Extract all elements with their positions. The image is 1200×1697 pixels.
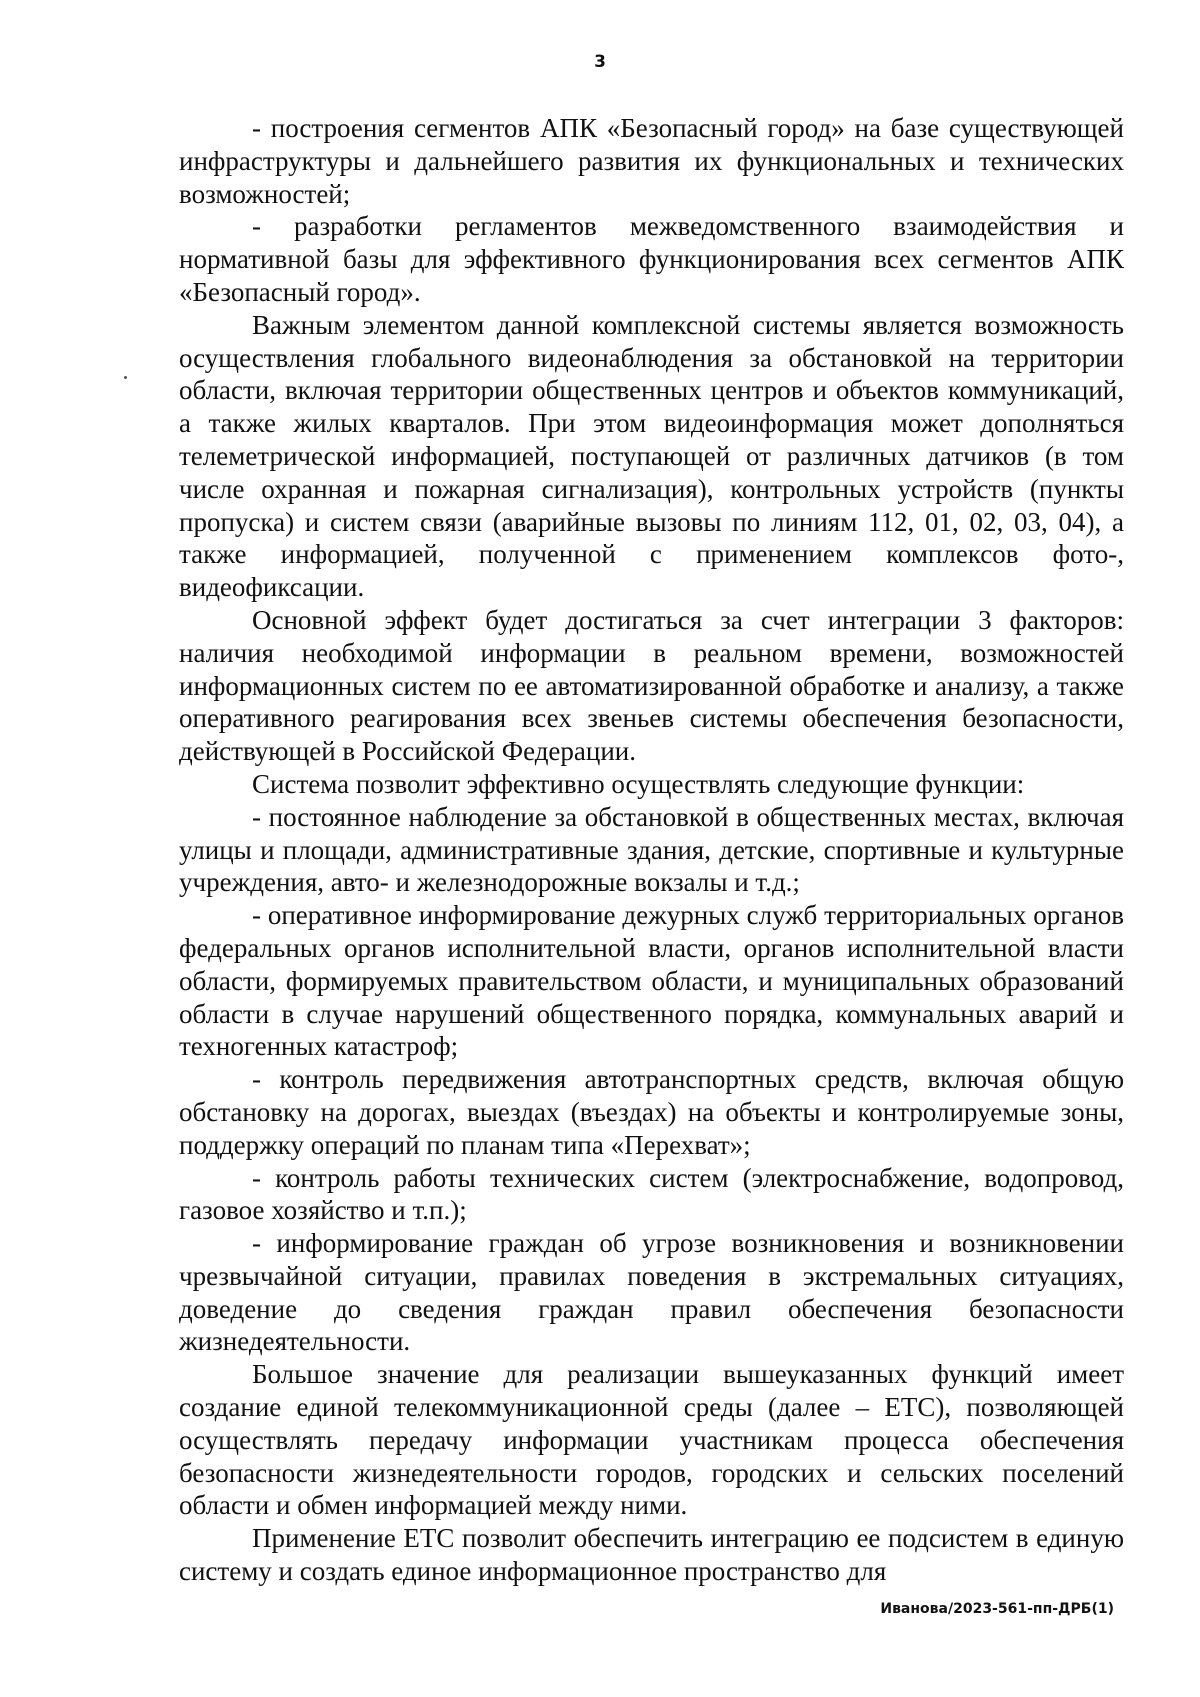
paragraph-ets-application: Применение ЕТС позволит обеспечить интеграцию ее подсистем в единую систему и создать единое информационное пространство для bbox=[179, 1523, 1124, 1587]
document-body bbox=[179, 112, 1124, 1588]
paragraph-segments-construction: - построения сегментов АПК «Безопасный город» на базе существующей инфраструктуры и дальнейшего развития их функциональных и технических возможностей; bbox=[179, 113, 1124, 209]
paragraph-unified-telecom-environment: Большое значение для реализации вышеуказанных функций имеет создание единой телекоммуникационной среды (далее – ЕТС), позволяющей осуществлять передачу информации участникам процесса обеспечения безопасности жизнедеятельности городов, городских и сельских поселений области и обмен информацией между ними. bbox=[179, 1359, 1124, 1521]
paragraph-main-effect: Основной эффект будет достигаться за счет интеграции 3 факторов: наличия необходимой информации в реальном времени, возможностей информационных систем по ее автоматизированной обработке и анализу, а также оперативного реагирования всех звеньев системы обеспечения безопасности, действующей в Российской Федерации. bbox=[179, 604, 1124, 767]
page-number: 3 bbox=[594, 52, 606, 72]
scan-artifact-dot bbox=[124, 376, 127, 379]
list-item-technical-systems-control: - контроль работы технических систем (электроснабжение, водопровод, газовое хозяйство и т.п.); bbox=[179, 1162, 1124, 1226]
list-item-public-places-monitoring: - постоянное наблюдение за обстановкой в общественных местах, включая улицы и площади, административные здания, детские, спортивные и культурные учреждения, авто- и железнодорожные вокзалы и т.д.; bbox=[179, 801, 1124, 898]
list-item-citizens-informing: - информирование граждан об угрозе возникновения и возникновении чрезвычайной ситуации, правилах поведения в экстремальных ситуациях, доведение до сведения граждан правил обеспечения безопасности жизнедеятельности. bbox=[179, 1228, 1124, 1357]
paragraph-regulations-development: - разработки регламентов межведомственного взаимодействия и нормативной базы для эффективного функционирования всех сегментов АПК «Безопасный город». bbox=[179, 211, 1124, 307]
list-item-vehicle-control: - контроль передвижения автотранспортных средств, включая общую обстановку на дорогах, выездах (въездах) на объекты и контролируемые зоны, поддержку операций по планам типа «Перехват»; bbox=[179, 1064, 1124, 1160]
list-item-duty-services-informing: - оперативное информирование дежурных служб территориальных органов федеральных органов исполнительной власти, органов исполнительной власти области, формируемых правительством области, и муниципальных образований области в случае нарушений общественного порядка, коммунальных аварий и техногенных катастроф; bbox=[179, 900, 1124, 1062]
paragraph-system-functions-intro: Система позволит эффективно осуществлять следующие функции: bbox=[252, 768, 1025, 799]
paragraph-video-surveillance: Важным элементом данной комплексной системы является возможность осуществления глобального видеонаблюдения за обстановкой на территории области, включая территории общественных центров и объектов коммуникаций, а также жилых кварталов. При этом видеоинформация может дополняться телеметрической информацией, поступающей от различных датчиков (в том числе охранная и пожарная сигнализация), контрольных устройств (пункты пропуска) и систем связи (аварийные вызовы по линиям 112, 01, 02, 03, 04), а также информацией, полученной с применением комплексов фото-, видеофиксации. bbox=[179, 309, 1124, 603]
document-registration-code: Иванова/2023-561-пп-ДРБ(1) bbox=[880, 1601, 1114, 1617]
